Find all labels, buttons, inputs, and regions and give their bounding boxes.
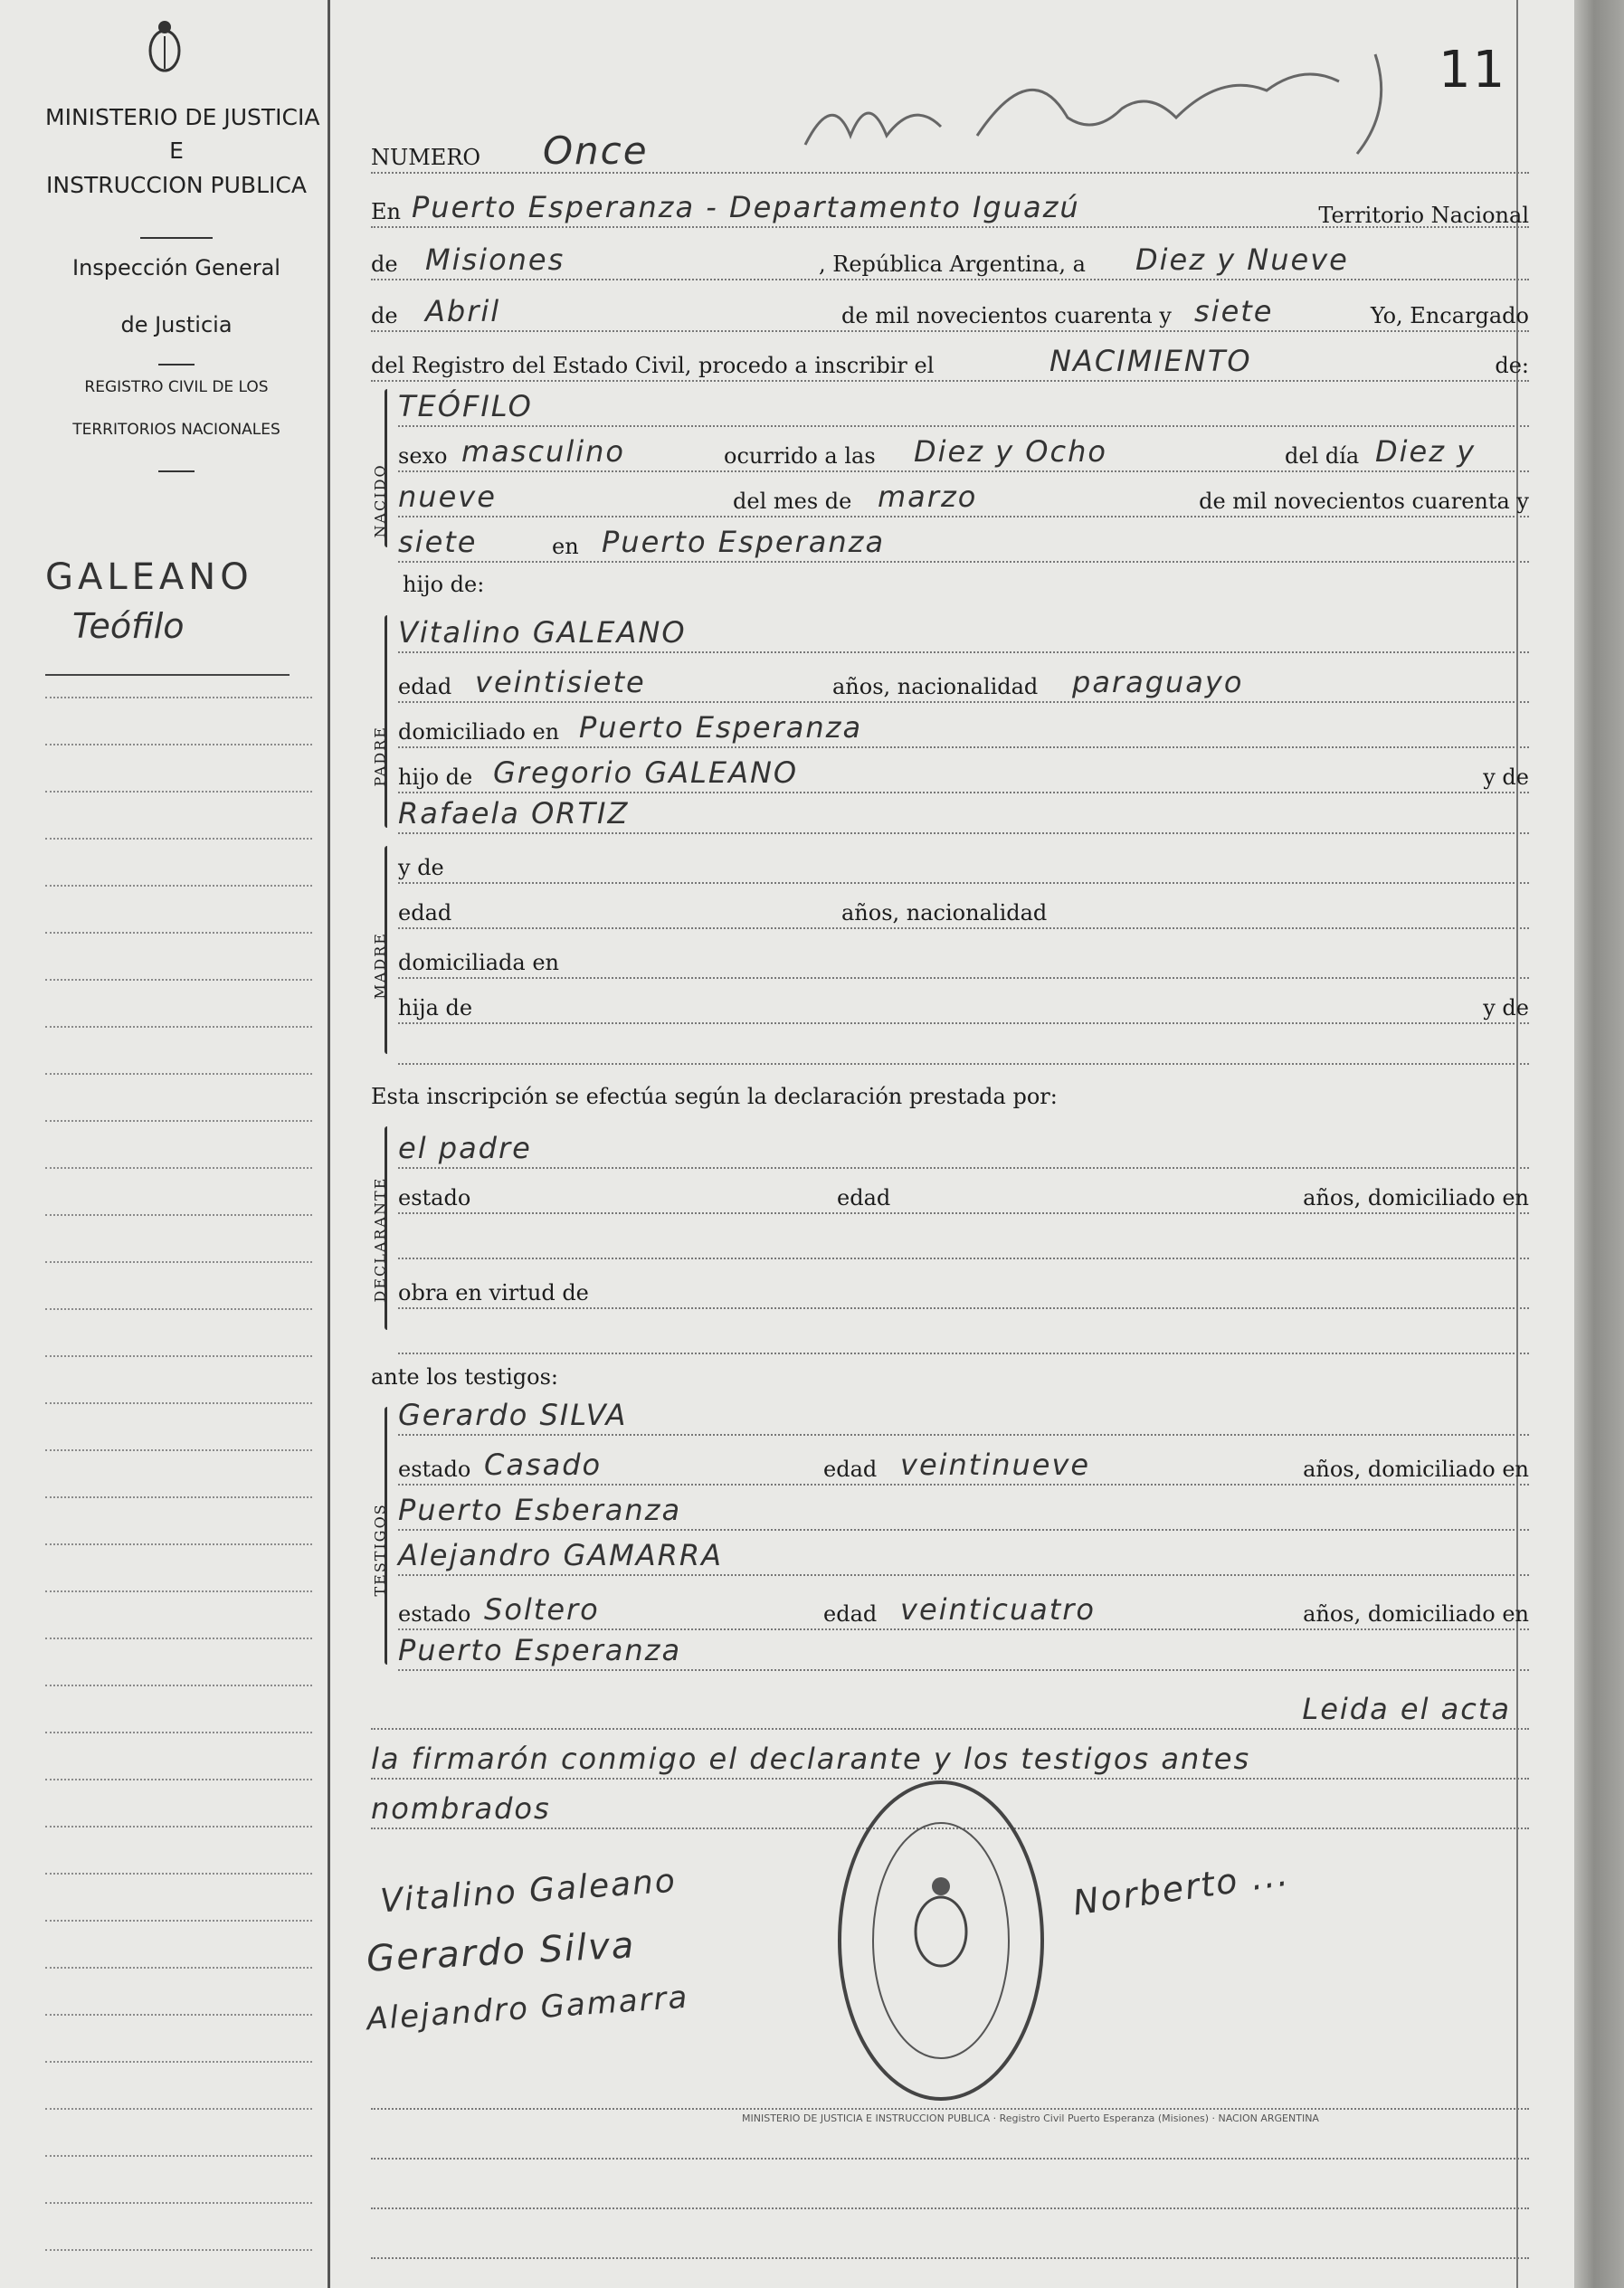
madre-edad-row xyxy=(398,891,1529,929)
testigo2-estado-row xyxy=(398,1592,1529,1630)
declarante-estado-row xyxy=(398,1176,1529,1214)
margin-ruled-line xyxy=(45,1073,312,1075)
fecha-row xyxy=(371,294,1529,332)
numero-label: NUMERO xyxy=(371,145,481,170)
margin-ruled-line xyxy=(45,2014,312,2016)
inscripcion-text: Esta inscripción se efectúa según la declaración prestada por: xyxy=(371,1084,1058,1109)
anos-dom2-label: años, domiciliado en xyxy=(1303,1457,1529,1482)
ministry-line-1: MINISTERIO DE JUSTICIA xyxy=(45,104,320,130)
margin-ruled-line xyxy=(45,1026,312,1028)
republica-label: , República Argentina, a xyxy=(819,252,1086,277)
margin-ruled-line xyxy=(45,1685,312,1686)
registro-row xyxy=(371,344,1529,382)
dia-nac-a-value: Diez y xyxy=(1375,434,1477,469)
lugar-nac-value: Puerto Esperanza xyxy=(602,525,886,559)
mes-inscripcion-value: Abril xyxy=(425,294,501,328)
en2-label: en xyxy=(552,534,579,559)
margin-ruled-line xyxy=(45,2108,312,2110)
lugar-value: Puerto Esperanza - Departamento Iguazú xyxy=(412,190,1080,224)
margin-ruled-line xyxy=(45,1167,312,1169)
testigo1-estado-value: Casado xyxy=(484,1448,603,1482)
lugar-nac-row xyxy=(398,525,1529,563)
padre-nombre-value: Vitalino GALEANO xyxy=(398,615,687,650)
closing-line-1: Leida el acta xyxy=(1302,1692,1511,1726)
margin-ruled-line xyxy=(45,1590,312,1592)
hora-value: Diez y Ocho xyxy=(914,434,1107,469)
registry-line-2: TERRITORIOS NACIONALES xyxy=(72,421,280,439)
testigo2-edad-value: veinticuatro xyxy=(900,1592,1096,1627)
margin-ruled-line xyxy=(45,979,312,981)
edad4-label: edad xyxy=(823,1457,878,1482)
nombre-value: TEÓFILO xyxy=(398,389,533,423)
testigo1-nombre-value: Gerardo SILVA xyxy=(398,1398,628,1432)
nombre-row xyxy=(398,389,1529,427)
edad-label: edad xyxy=(398,674,452,699)
y-de-label: y de xyxy=(1483,764,1529,790)
margin-ruled-line xyxy=(45,1638,312,1639)
testigo1-estado-row xyxy=(398,1448,1529,1486)
anio-value: siete xyxy=(1194,294,1274,328)
margin-ruled-line xyxy=(45,1826,312,1828)
sexo-value: masculino xyxy=(461,434,625,469)
blank-row xyxy=(371,2221,1529,2259)
nacido-label: NACIDO xyxy=(371,463,389,538)
territorio-label: Territorio Nacional xyxy=(1318,203,1529,228)
domiciliado-label: domiciliado en xyxy=(398,719,560,745)
del-mes-label: del mes de xyxy=(733,489,852,514)
registry-line-1: REGISTRO CIVIL DE LOS xyxy=(84,378,269,396)
inspection-line-1: Inspección General xyxy=(72,255,280,280)
signature-father: Vitalino Galeano xyxy=(378,1862,679,1921)
acto-value: NACIMIENTO xyxy=(1049,344,1252,378)
madre-y-de-row xyxy=(398,846,1529,884)
madre-dom-row xyxy=(398,941,1529,979)
margin-ruled-line xyxy=(45,1120,312,1122)
territorio-value: Misiones xyxy=(425,242,565,277)
de-colon-label: de: xyxy=(1495,353,1529,378)
territorio-row xyxy=(371,242,1529,280)
testigo1-dom-row xyxy=(398,1493,1529,1531)
registro-label: del Registro del Estado Civil, procedo a inscribir el xyxy=(371,353,935,378)
margin-ruled-line xyxy=(45,1355,312,1357)
abuela-row xyxy=(398,796,1529,834)
yo-label: Yo, Encargado xyxy=(1370,303,1529,328)
anos-nac2-label: años, nacionalidad xyxy=(841,900,1048,926)
domiciliada-label: domiciliada en xyxy=(398,950,559,975)
blank-row xyxy=(371,2171,1529,2209)
edad2-label: edad xyxy=(398,900,452,926)
testigo2-nombre-row xyxy=(398,1538,1529,1576)
mes-nac-value: marzo xyxy=(878,479,978,514)
declarante-extra-row xyxy=(398,1221,1529,1259)
ante-text: ante los testigos: xyxy=(371,1364,559,1390)
testigo2-dom-row xyxy=(398,1633,1529,1671)
margin-ruled-line xyxy=(45,744,312,745)
ministry-line-3: INSTRUCCION PUBLICA xyxy=(46,172,307,198)
margin-ruled-line xyxy=(45,2249,312,2251)
signature-witness-1: Gerardo Silva xyxy=(366,1924,637,1980)
testigo2-estado-value: Soltero xyxy=(484,1592,600,1627)
seal-text: MINISTERIO DE JUSTICIA E INSTRUCCION PUBLICA · Registro Civil Puerto Esperanza (Misiones) · NACION ARGENTINA xyxy=(742,2112,1319,2124)
margin-ruled-line xyxy=(45,1920,312,1922)
declarante-value: el padre xyxy=(398,1131,532,1165)
margin-ruled-line xyxy=(45,791,312,793)
margin-ruled-line xyxy=(45,1261,312,1263)
de-mil2-label: de mil novecientos cuarenta y xyxy=(1199,489,1529,514)
margin-surname: GALEANO xyxy=(45,556,253,598)
sexo-row xyxy=(398,434,1529,472)
binding-edge xyxy=(1574,0,1624,2288)
margin-ruled-line xyxy=(45,1543,312,1545)
closing-row-1 xyxy=(371,1692,1529,1730)
testigo2-nombre-value: Alejandro GAMARRA xyxy=(398,1538,724,1572)
margin-ruled-line xyxy=(45,1449,312,1451)
hijo-de2-label: hijo de xyxy=(398,764,473,790)
pencil-scribble xyxy=(796,36,1411,163)
del-dia-label: del día xyxy=(1285,443,1360,469)
margin-ruled-line xyxy=(45,1732,312,1733)
estado3-label: estado xyxy=(398,1601,471,1627)
padre-nombre-row xyxy=(398,615,1529,653)
margin-ruled-line xyxy=(45,2061,312,2063)
margin-ruled-line xyxy=(45,885,312,887)
divider xyxy=(158,364,195,366)
inspection-line-2: de Justicia xyxy=(120,312,233,337)
divider xyxy=(158,470,195,472)
margin-ruled-line xyxy=(45,1967,312,1969)
madre-hija-row xyxy=(398,986,1529,1024)
signature-witness-2: Alejandro Gamarra xyxy=(366,1979,690,2038)
padre-edad-value: veintisiete xyxy=(475,665,646,699)
margin-name-underline xyxy=(45,674,290,676)
testigo1-edad-value: veintinueve xyxy=(900,1448,1091,1482)
anos-dom-label: años, domiciliado en xyxy=(1303,1185,1529,1210)
sexo-label: sexo xyxy=(398,443,448,469)
blank-row xyxy=(371,2122,1529,2160)
en-label: En xyxy=(371,199,401,224)
abuela-value: Rafaela ORTIZ xyxy=(398,796,630,831)
anio-nac-value: siete xyxy=(398,525,478,559)
coat-of-arms-icon xyxy=(145,18,185,74)
blank-row xyxy=(371,2072,1529,2110)
dia-inscripcion-value: Diez y Nueve xyxy=(1135,242,1349,277)
obra-extra-row xyxy=(398,1316,1529,1354)
testigo2-dom-value: Puerto Esperanza xyxy=(398,1633,682,1667)
left-margin-column xyxy=(0,0,326,2288)
de-label: de xyxy=(371,252,398,277)
margin-ruled-line xyxy=(45,1214,312,1216)
margin-ruled-line xyxy=(45,838,312,840)
ministry-line-2: E xyxy=(169,138,184,164)
testigos-label: TESTIGOS xyxy=(371,1503,389,1597)
hijo-de-label: hijo de: xyxy=(403,572,485,597)
anos-nac-label: años, nacionalidad xyxy=(832,674,1039,699)
padre-nac-value: paraguayo xyxy=(1072,665,1244,699)
abuelo-value: Gregorio GALEANO xyxy=(493,755,799,790)
abuelo-row xyxy=(398,755,1529,793)
margin-ruled-line xyxy=(45,2155,312,2157)
mes-nac-row xyxy=(398,479,1529,517)
closing-line-3: nombrados xyxy=(371,1791,551,1826)
margin-ruled-line xyxy=(45,1308,312,1310)
y-de3-label: y de xyxy=(1483,995,1529,1021)
padre-edad-row xyxy=(398,665,1529,703)
margin-ruled-line xyxy=(45,1873,312,1875)
edad5-label: edad xyxy=(823,1601,878,1627)
testigo1-nombre-row xyxy=(398,1398,1529,1436)
edad3-label: edad xyxy=(837,1185,891,1210)
declarante-label: DECLARANTE xyxy=(371,1176,389,1303)
obra-label: obra en virtud de xyxy=(398,1280,589,1305)
estado-label: estado xyxy=(398,1185,471,1210)
dia-nac-b-value: nueve xyxy=(398,479,497,514)
numero-value: Once xyxy=(543,128,649,173)
declarante-row xyxy=(398,1131,1529,1169)
official-seal-icon xyxy=(832,1773,1049,2108)
de-mil-label: de mil novecientos cuarenta y xyxy=(841,303,1172,328)
padre-dom-value: Puerto Esperanza xyxy=(579,710,863,745)
obra-row xyxy=(398,1271,1529,1309)
madre-extra-row xyxy=(398,1027,1529,1065)
y-de2-label: y de xyxy=(398,855,444,880)
margin-ruled-line xyxy=(45,1402,312,1404)
ocurrido-label: ocurrido a las xyxy=(724,443,876,469)
birth-record-form xyxy=(330,0,1529,2288)
margin-given-name: Teófilo xyxy=(72,606,185,646)
divider xyxy=(140,237,213,239)
de2-label: de xyxy=(371,303,398,328)
margin-ruled-line xyxy=(45,2202,312,2204)
hija-de-label: hija de xyxy=(398,995,473,1021)
madre-label: MADRE xyxy=(371,932,389,1000)
testigo1-dom-value: Puerto Esberanza xyxy=(398,1493,682,1527)
margin-ruled-line xyxy=(45,1779,312,1780)
margin-ruled-line xyxy=(45,932,312,934)
padre-label: PADRE xyxy=(371,726,389,787)
lugar-row xyxy=(371,190,1529,228)
signature-registrar: Norberto ... xyxy=(1070,1853,1292,1923)
estado2-label: estado xyxy=(398,1457,471,1482)
anos-dom3-label: años, domiciliado en xyxy=(1303,1601,1529,1627)
margin-ruled-line xyxy=(45,1496,312,1498)
padre-dom-row xyxy=(398,710,1529,748)
page-number: 11 xyxy=(1439,41,1507,100)
closing-line-2: la firmarón conmigo el declarante y los testigos antes xyxy=(371,1742,1251,1776)
margin-ruled-line xyxy=(45,697,312,698)
